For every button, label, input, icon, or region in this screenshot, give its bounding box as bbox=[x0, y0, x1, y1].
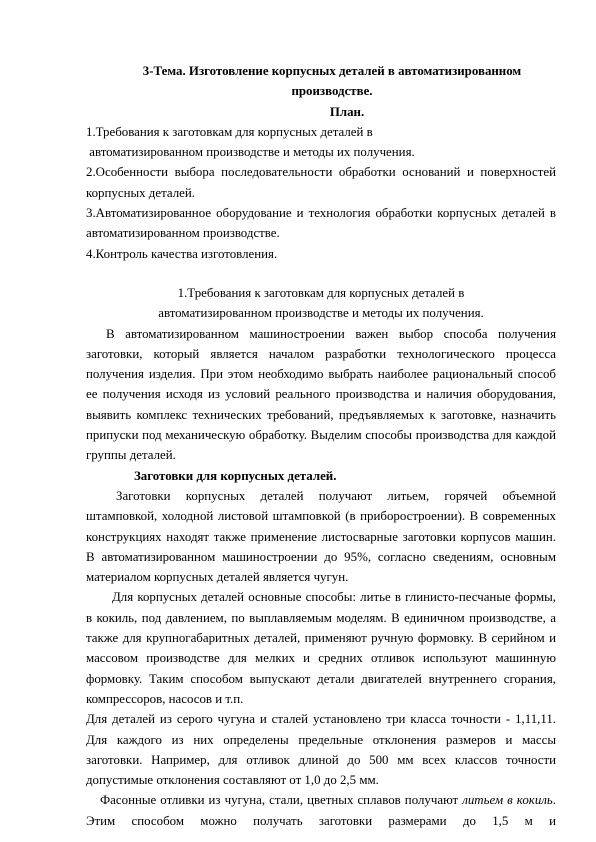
paragraph-3: Для корпусных деталей основные способы: литье в глинисто-песчаные формы, в кокиль, под давлением, по выплавляемым моделям. В единичном производстве, а также для крупногабаритных деталей, применяют ручную формовку. В серийном и массовом производстве для мелких и средних отливок используют машинную формовку. Таким способом выпускают детали двигателей внутреннего сгорания, компрессоров, насосов и т.п. bbox=[86, 590, 556, 706]
paragraph-4: Для деталей из серого чугуна и сталей установлено три класса точности - 1,11,11. Для каждого из них определены предельные отклонения размеров и массы заготовки. Например, для отливок длиной до 500 мм всех классов точности допустимые отклонения составляют от 1,0 до 2,5 мм. bbox=[86, 712, 556, 788]
title-line-2: производстве. bbox=[291, 84, 373, 99]
section-heading-line-1: 1.Требования к заготовкам для корпусных деталей в bbox=[177, 285, 465, 300]
section-heading bbox=[86, 283, 556, 324]
plan-heading: План. bbox=[329, 104, 365, 119]
paragraph-5 bbox=[86, 790, 556, 831]
plan-item-1-line-2: автоматизированном производстве и методы их получения. bbox=[86, 145, 415, 160]
paragraph-1: В автоматизированном машиностроении важен выбор способа получения заготовки, который является началом разработки технологического процесса получения изделия. При этом необходимо выбрать наиболее рациональный способ ее получения исходя из условий реального производства и наличия оборудования, выявить комплекс технических требований, предъявляемых к заготовке, назначить припуски под механическую обработку. Выделим способы производства для каждой группы деталей. bbox=[86, 326, 556, 463]
plan-item-3: 3.Автоматизированное оборудование и технология обработки корпусных деталей в автоматизированном производстве. bbox=[86, 206, 556, 241]
paragraph-5-start: Фасонные отливки из чугуна, стали, цветных сплавов получают bbox=[100, 793, 463, 808]
plan-item-1-line-1: 1.Требования к заготовкам для корпусных деталей в bbox=[86, 124, 373, 139]
paragraph-5-italic: литьем в кокиль bbox=[462, 793, 553, 808]
subsection-heading: Заготовки для корпусных деталей. bbox=[134, 468, 337, 483]
paragraph-2: Заготовки корпусных деталей получают литьем, горячей объемной штамповкой, холодной листовой штамповкой (в приборостроении). В современных конструкциях находят также применение листосварные заготовки корпусов машин. В автоматизированном машиностроении до 95%, согласно сведениям, основным материалом корпусных деталей является чугун. bbox=[86, 488, 556, 585]
plan-item-2: 2.Особенности выбора последовательности обработки оснований и поверхностей корпусных деталей. bbox=[86, 165, 556, 200]
plan-item-4: 4.Контроль качества изготовления. bbox=[86, 246, 278, 261]
document-title bbox=[86, 61, 556, 102]
plan-item-1 bbox=[86, 122, 556, 163]
spacer bbox=[86, 264, 556, 283]
paragraph-5-end: . Этим способом можно получать заготовки размерами до 1,5 м и bbox=[86, 793, 556, 828]
title-line-1: 3-Тема. Изготовление корпусных деталей в автоматизированном bbox=[142, 64, 522, 78]
section-heading-line-2: автоматизированном производстве и методы их получения. bbox=[158, 306, 484, 321]
document-body bbox=[86, 61, 556, 831]
